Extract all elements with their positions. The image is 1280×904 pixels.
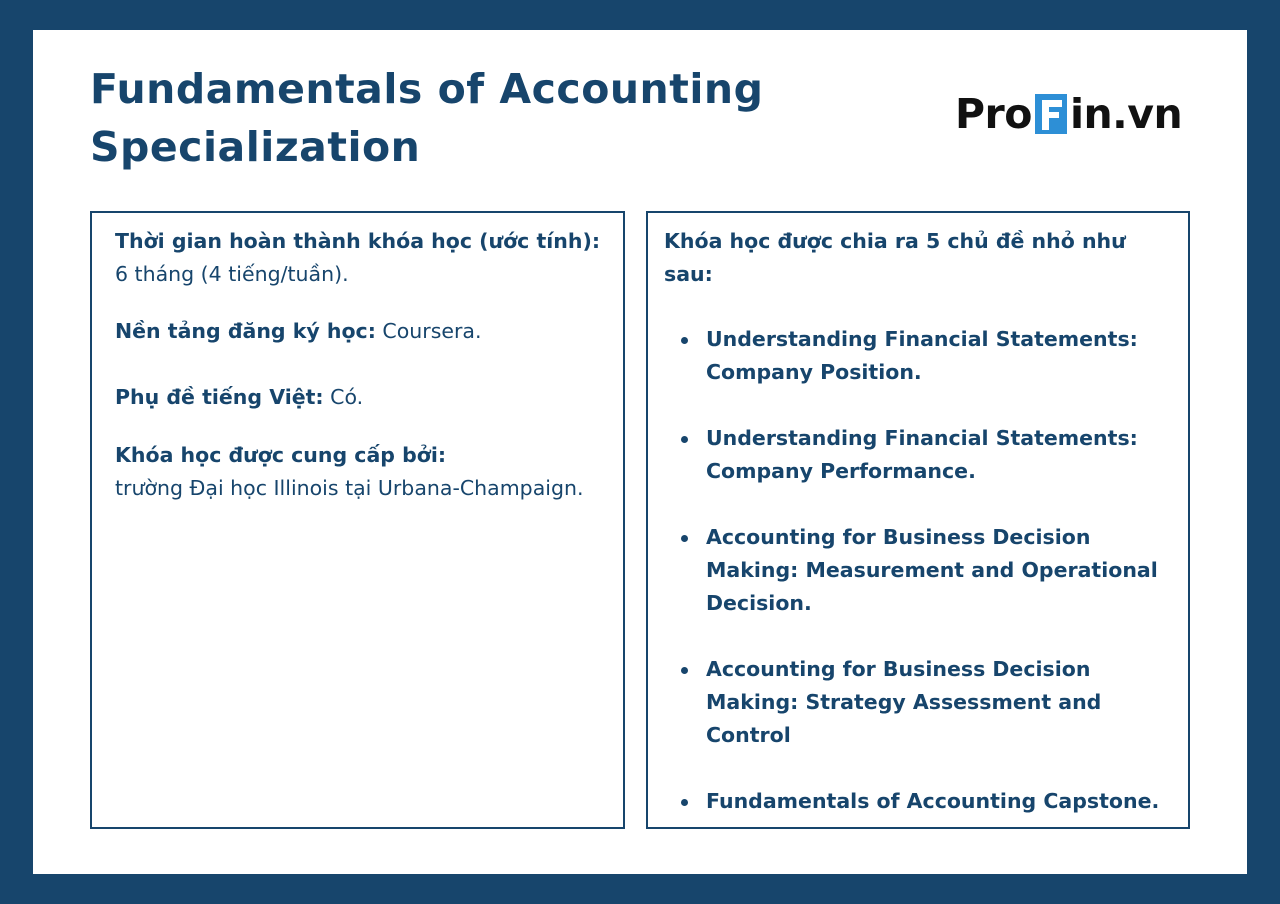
module-text: Understanding Financial Statements: Company Position. <box>706 327 1138 384</box>
subtitle-value: Có. <box>323 385 364 409</box>
bullet-icon <box>681 667 688 674</box>
modules-list <box>664 323 1180 818</box>
logo-text-in-vn: in.vn <box>1069 90 1183 138</box>
module-text: Fundamentals of Accounting Capstone. <box>706 789 1160 813</box>
bullet-icon <box>681 436 688 443</box>
platform-label: Nền tảng đăng ký học: <box>115 319 376 343</box>
logo-text-pro: Pro <box>955 90 1032 138</box>
bullet-icon <box>681 799 688 806</box>
module-text: Understanding Financial Statements: Company Performance. <box>706 426 1138 483</box>
module-text: Accounting for Business Decision Making: Strategy Assessment and Control <box>706 657 1102 747</box>
duration-value: 6 tháng (4 tiếng/tuần). <box>115 262 349 286</box>
platform-info <box>115 315 609 348</box>
logo-f-mark-icon <box>1034 92 1068 136</box>
provider-value: trường Đại học Illinois tại Urbana-Champaign. <box>115 476 584 500</box>
bullet-icon <box>681 337 688 344</box>
list-item <box>664 785 1180 818</box>
subtitle-label: Phụ đề tiếng Việt: <box>115 385 324 409</box>
list-item <box>664 653 1180 752</box>
bullet-icon <box>681 535 688 542</box>
modules-intro: Khóa học được chia ra 5 chủ đề nhỏ như sau: <box>664 229 1126 286</box>
provider-label: Khóa học được cung cấp bởi: <box>115 443 447 467</box>
course-modules-box <box>646 211 1190 829</box>
list-item <box>664 323 1180 389</box>
subtitle-info <box>115 381 609 414</box>
profin-logo <box>955 88 1182 140</box>
list-item <box>664 521 1180 620</box>
duration-label: Thời gian hoàn thành khóa học (ước tính): <box>115 229 601 253</box>
title-line-2: Specialization <box>90 123 421 171</box>
duration-info <box>115 225 609 291</box>
course-info-box <box>90 211 625 829</box>
platform-value: Coursera. <box>375 319 482 343</box>
module-text: Accounting for Business Decision Making: Measurement and Operational Decision. <box>706 525 1158 615</box>
provider-info <box>115 439 609 505</box>
page-title <box>90 60 850 176</box>
title-line-1: Fundamentals of Accounting <box>90 65 764 113</box>
list-item <box>664 422 1180 488</box>
